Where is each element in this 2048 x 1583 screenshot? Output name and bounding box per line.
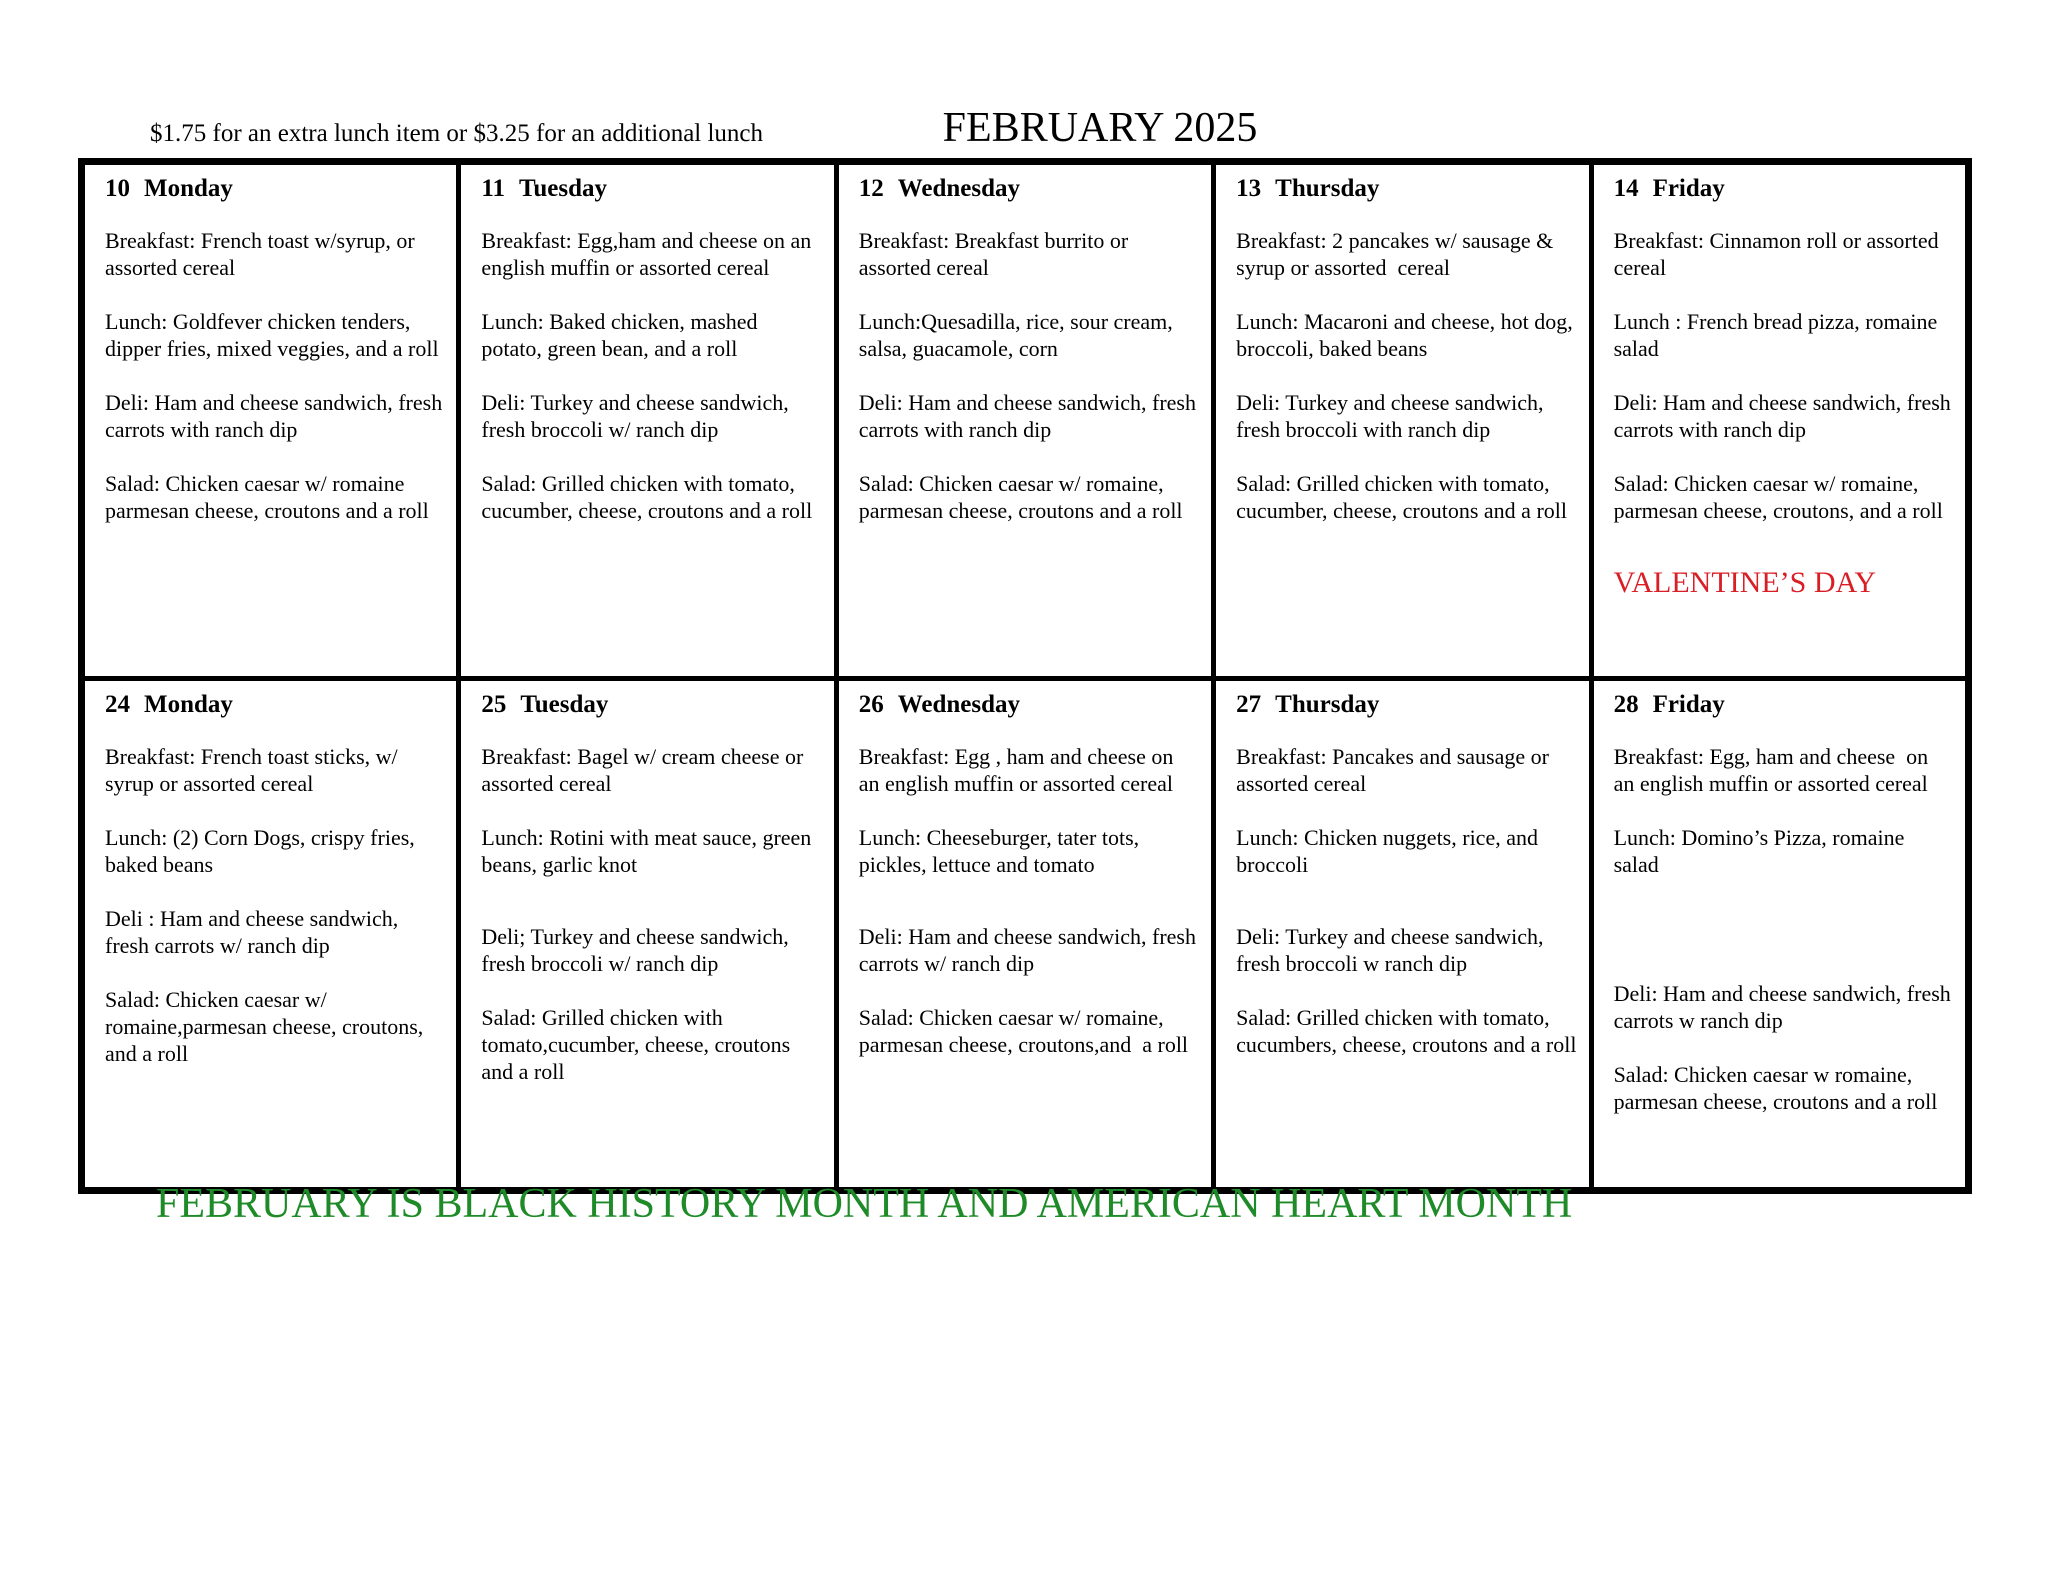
day-header: [105, 175, 444, 203]
breakfast-item: Breakfast: Breakfast burrito or assorted cereal: [858, 228, 1134, 280]
menu-calendar-table: [78, 158, 1972, 1194]
day-number: 24: [105, 691, 130, 718]
salad-item: Salad: Chicken caesar w/ romaine, parmesan cheese, croutons, and a roll: [1613, 471, 1943, 523]
breakfast-item: Breakfast: 2 pancakes w/ sausage & syrup or assorted cereal: [1236, 228, 1559, 280]
day-number: 13: [1236, 175, 1262, 202]
day-header: [859, 691, 1199, 719]
day-name: Wednesday: [897, 175, 1021, 202]
valentines-day-label: VALENTINE’S DAY: [1613, 566, 1877, 599]
day-header: [1236, 691, 1576, 719]
week-row-feb10: [82, 162, 1969, 679]
lunch-item: Lunch: Rotini with meat sauce, green beans, garlic knot: [481, 825, 817, 877]
menu-cell-27-thursday: [1214, 679, 1591, 1191]
deli-item: Deli: Ham and cheese sandwich, fresh carrots with ranch dip: [858, 390, 1202, 442]
day-name: Tuesday: [520, 691, 609, 718]
day-number: 11: [481, 175, 506, 202]
lunch-item: Lunch:Quesadilla, rice, sour cream, salsa, guacamole, corn: [858, 309, 1179, 361]
price-note: $1.75 for an extra lunch item or $3.25 for an additional lunch: [150, 120, 764, 147]
day-name: Monday: [144, 175, 233, 202]
deli-item: Deli: Turkey and cheese sandwich, fresh broccoli with ranch dip: [1236, 390, 1549, 442]
salad-item: Salad: Grilled chicken with tomato, cucumber, cheese, croutons and a roll: [1236, 471, 1567, 523]
breakfast-item: Breakfast: Egg, ham and cheese on an english muffin or assorted cereal: [1613, 744, 1934, 796]
salad-item: Salad: Chicken caesar w/ romaine parmesan cheese, croutons and a roll: [105, 471, 429, 523]
menu-cell-24-monday: [82, 679, 459, 1191]
lunch-item: Lunch: Chicken nuggets, rice, and broccoli: [1236, 825, 1544, 877]
lunch-item: Lunch: Macaroni and cheese, hot dog, broccoli, baked beans: [1236, 309, 1579, 361]
deli-item: Deli: Ham and cheese sandwich, fresh carrots with ranch dip: [105, 390, 448, 442]
day-header: [1236, 175, 1576, 203]
day-name: Tuesday: [519, 175, 608, 202]
lunch-item: Lunch: Baked chicken, mashed potato, green bean, and a roll: [481, 309, 764, 361]
breakfast-item: Breakfast: Pancakes and sausage or assorted cereal: [1236, 744, 1555, 796]
lunch-item: Lunch: Goldfever chicken tenders, dipper fries, mixed veggies, and a roll: [105, 309, 439, 361]
breakfast-item: Breakfast: Egg , ham and cheese on an english muffin or assorted cereal: [858, 744, 1179, 796]
salad-item: Salad: Chicken caesar w/ romaine,parmesan cheese, croutons, and a roll: [105, 987, 429, 1066]
lunch-item: Lunch : French bread pizza, romaine salad: [1613, 309, 1943, 361]
deli-item: Deli: Ham and cheese sandwich, fresh carrots w/ ranch dip: [858, 924, 1202, 976]
menu-cell-25-tuesday: [459, 679, 836, 1191]
breakfast-item: Breakfast: Cinnamon roll or assorted cereal: [1613, 228, 1945, 280]
salad-item: Salad: Grilled chicken with tomato,cucumber, cheese, croutons and a roll: [481, 1005, 796, 1084]
day-number: 10: [105, 175, 130, 202]
day-header: [481, 175, 821, 203]
salad-item: Salad: Chicken caesar w romaine, parmesan cheese, croutons and a roll: [1613, 1062, 1938, 1114]
day-number: 25: [481, 691, 507, 718]
menu-cell-14-friday: [1591, 162, 1968, 679]
day-header: [105, 691, 444, 719]
day-name: Thursday: [1275, 175, 1380, 202]
day-name: Monday: [144, 691, 233, 718]
menu-cell-10-monday: [82, 162, 459, 679]
day-number: 12: [858, 175, 884, 202]
day-header: [859, 175, 1199, 203]
day-header: [481, 691, 821, 719]
breakfast-item: Breakfast: Bagel w/ cream cheese or assorted cereal: [481, 744, 809, 796]
week-row-feb24: [82, 679, 1969, 1191]
breakfast-item: Breakfast: French toast w/syrup, or assorted cereal: [105, 228, 421, 280]
salad-item: Salad: Chicken caesar w/ romaine, parmesan cheese, croutons and a roll: [858, 471, 1183, 523]
menu-cell-13-thursday: [1214, 162, 1591, 679]
lunch-item: Lunch: (2) Corn Dogs, crispy fries, baked beans: [105, 825, 421, 877]
deli-item: Deli: Turkey and cheese sandwich, fresh broccoli w/ ranch dip: [481, 390, 795, 442]
menu-cell-11-tuesday: [459, 162, 836, 679]
salad-item: Salad: Grilled chicken with tomato, cucumbers, cheese, croutons and a roll: [1236, 1005, 1577, 1057]
salad-item: Salad: Grilled chicken with tomato, cucumber, cheese, croutons and a roll: [481, 471, 813, 523]
lunch-item: Lunch: Cheeseburger, tater tots, pickles, lettuce and tomato: [858, 825, 1145, 877]
breakfast-item: Breakfast: Egg,ham and cheese on an english muffin or assorted cereal: [481, 228, 817, 280]
menu-cell-12-wednesday: [836, 162, 1213, 679]
day-number: 27: [1236, 691, 1262, 718]
salad-item: Salad: Chicken caesar w/ romaine, parmesan cheese, croutons,and a roll: [858, 1005, 1189, 1057]
day-number: 28: [1613, 691, 1639, 718]
day-name: Thursday: [1275, 691, 1380, 718]
deli-item: Deli; Turkey and cheese sandwich, fresh broccoli w/ ranch dip: [481, 924, 795, 976]
day-name: Friday: [1652, 691, 1725, 718]
breakfast-item: Breakfast: French toast sticks, w/ syrup or assorted cereal: [105, 744, 404, 796]
lunch-item: Lunch: Domino’s Pizza, romaine salad: [1613, 825, 1910, 877]
heritage-month-banner: FEBRUARY IS BLACK HISTORY MONTH AND AMERICAN HEART MONTH: [156, 1181, 1573, 1227]
menu-cell-28-friday: [1591, 679, 1968, 1191]
deli-item: Deli: Ham and cheese sandwich, fresh carrots w ranch dip: [1613, 981, 1957, 1033]
deli-item: Deli: Ham and cheese sandwich, fresh carrots with ranch dip: [1613, 390, 1957, 442]
day-header: [1614, 175, 1953, 203]
day-header: [1614, 691, 1953, 719]
menu-cell-26-wednesday: [836, 679, 1213, 1191]
page-title: FEBRUARY 2025: [942, 105, 1258, 151]
day-number: 26: [858, 691, 884, 718]
deli-item: Deli: Turkey and cheese sandwich, fresh broccoli w ranch dip: [1236, 924, 1549, 976]
day-name: Friday: [1652, 175, 1725, 202]
day-number: 14: [1613, 175, 1639, 202]
day-name: Wednesday: [897, 691, 1021, 718]
deli-item: Deli : Ham and cheese sandwich, fresh carrots w/ ranch dip: [105, 906, 404, 958]
